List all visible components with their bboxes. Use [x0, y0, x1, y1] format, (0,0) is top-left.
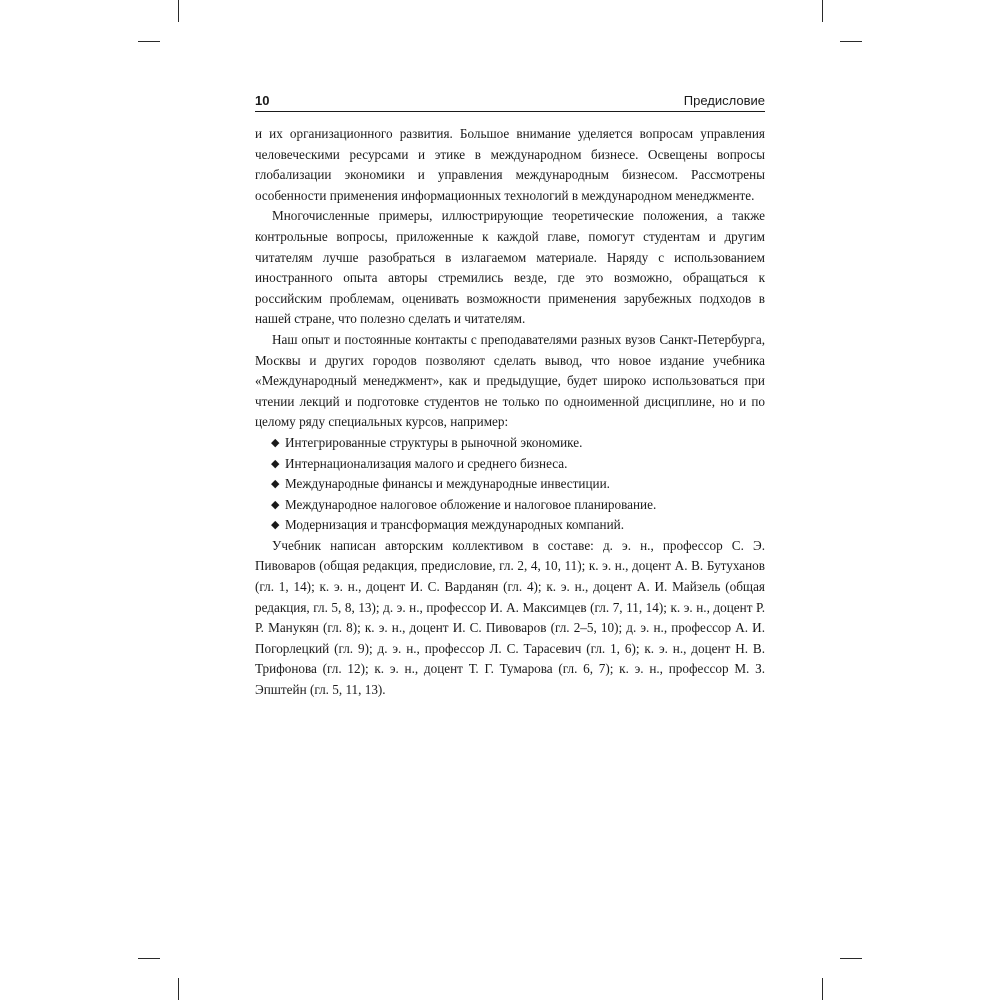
list-item [255, 433, 765, 454]
crop-mark-left-top [138, 41, 160, 42]
list-item [255, 454, 765, 475]
list-item [255, 515, 765, 536]
diamond-bullet-icon: ◆ [271, 436, 280, 449]
body-text [255, 124, 765, 701]
page-number: 10 [255, 93, 270, 108]
crop-mark-top-left [178, 0, 179, 22]
diamond-bullet-icon: ◆ [271, 478, 280, 491]
running-header [255, 91, 765, 112]
crop-mark-bottom-right [822, 978, 823, 1000]
crop-mark-right-top [840, 41, 862, 42]
crop-mark-top-right [822, 0, 823, 22]
section-title: Предисловие [683, 93, 765, 108]
list-item-text: Интегрированные структуры в рыночной экономике. [285, 434, 583, 450]
diamond-bullet-icon: ◆ [271, 457, 280, 470]
diamond-bullet-icon: ◆ [271, 519, 280, 532]
course-list [255, 433, 765, 536]
list-item [255, 495, 765, 516]
crop-mark-bottom-left [178, 978, 179, 1000]
list-item-text: Международное налоговое обложение и налоговое планирование. [285, 496, 657, 512]
crop-mark-left-bottom [138, 958, 160, 959]
diamond-bullet-icon: ◆ [271, 498, 280, 511]
list-item [255, 474, 765, 495]
authors-paragraph: Учебник написан авторским коллективом в составе: д. э. н., профессор С. Э. Пивоваров (общая редакция, предисловие, гл. 2, 4, 10, 11); к. э. н., доцент А. В. Бутуханов (гл. 1, 14); к. э. н., доцент И. С. Варданян (гл. 4); к. э. н., доцент А. И. Майзель (общая редакция, гл. 5, 8, 13); д. э. н., профессор И. А. Максимцев (гл. 7, 11, 14); к. э. н., доцент Р. Р. Манукян (гл. 8); к. э. н., доцент И. С. Пивоваров (гл. 2–5, 10); д. э. н., профессор А. И. Погорлецкий (гл. 9); д. э. н., профессор Л. С. Тарасевич (гл. 1, 6); к. э. н., доцент Н. В. Трифонова (гл. 12); к. э. н., доцент Т. Г. Тумарова (гл. 6, 7); к. э. н., профессор М. З. Эпштейн (гл. 5, 11, 13). [255, 537, 765, 698]
list-item-text: Интернационализация малого и среднего бизнеса. [285, 455, 568, 471]
list-item-text: Модернизация и трансформация международных компаний. [285, 517, 624, 533]
paragraph: Наш опыт и постоянные контакты с преподавателями разных вузов Санкт-Петербурга, Москвы и других городов позволяют сделать вывод, что новое издание учебника «Международный менеджмент», как и предыдущие, будет широко использоваться при чтении лекций и подготовке студентов не только по одноименной дисциплине, но и по целому ряду специальных курсов, например: [255, 331, 765, 430]
crop-mark-right-bottom [840, 958, 862, 959]
list-item-text: Международные финансы и международные инвестиции. [285, 476, 610, 492]
paragraph: Многочисленные примеры, иллюстрирующие теоретические положения, а также контрольные вопросы, приложенные к каждой главе, помогут студентам и другим читателям лучше разобраться в излагаемом материале. Наряду с использованием иностранного опыта авторы стремились везде, где это возможно, обращаться к российским проблемам, оценивать возможности применения зарубежных подходов в нашей стране, что полезно сделать и читателям. [255, 208, 765, 327]
paragraph: и их организационного развития. Большое внимание уделяется вопросам управления человеческими ресурсами и этике в международном бизнесе. Освещены вопросы глобализации экономики и управления международным бизнесом. Рассмотрены особенности применения информационных технологий в международном менеджменте. [255, 126, 765, 203]
